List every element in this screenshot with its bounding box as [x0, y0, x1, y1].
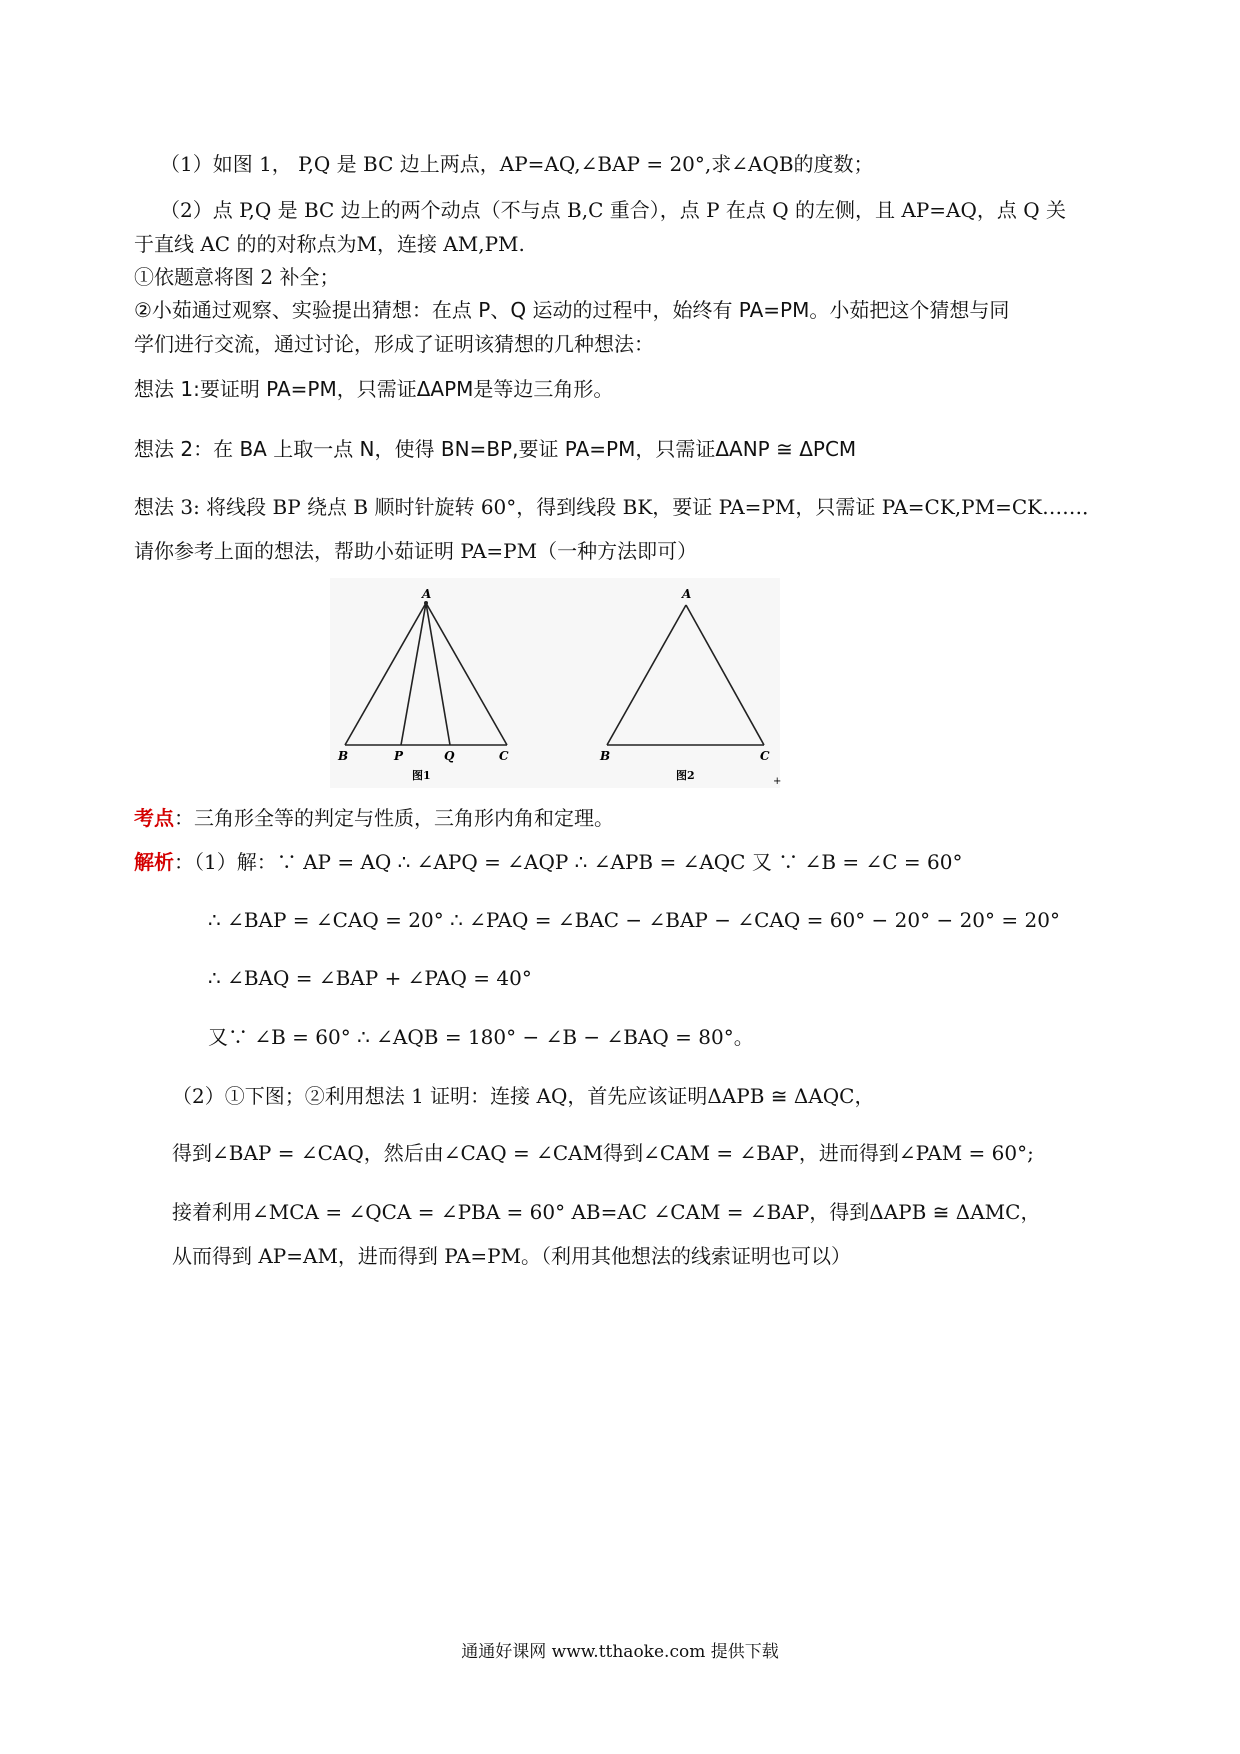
fig1-caption: 图1 [412, 769, 431, 782]
request-text: 请你参考上面的想法，帮助小茹证明 PA=PM（一种方法即可） [134, 539, 698, 563]
kaodian-label: 考点 [134, 806, 174, 830]
jiexi-text-1: ：（1）解：∵ AP = AQ ∴ ∠APQ = ∠AQP ∴ ∠APB = ∠AQC 又 ∵ ∠B = ∠C = 60° [174, 850, 963, 874]
jiexi-line-3: ∴ ∠BAQ = ∠BAP + ∠PAQ = 40° [208, 966, 532, 990]
jiexi-label: 解析 [134, 850, 174, 874]
sub-question-1: ①依题意将图 2 补全； [134, 265, 340, 289]
jiexi-line-1 [134, 848, 962, 876]
sub-question-2-line-2: 学们进行交流，通过讨论，形成了证明该猜想的几种想法： [134, 332, 654, 356]
jiexi-line-7: 接着利用∠MCA = ∠QCA = ∠PBA = 60° AB=AC ∠CAM = ∠BAP，得到ΔAPB ≅ ΔAMC， [172, 1200, 1041, 1224]
fig2-label-b: B [600, 749, 611, 763]
jiexi-line-5: （2）①下图；②利用想法 1 证明：连接 AQ，首先应该证明ΔAPB ≅ ΔAQC， [172, 1084, 875, 1108]
jiexi-line-8: 从而得到 AP=AM，进而得到 PA=PM。（利用其他想法的线索证明也可以） [172, 1244, 852, 1268]
fig1-label-p: P [394, 749, 404, 763]
idea-3: 想法 3: 将线段 BP 绕点 B 顺时针旋转 60°，得到线段 BK，要证 PA=PM，只需证 PA=CK,PM=CK……． [134, 495, 1103, 519]
kaodian-text: ：三角形全等的判定与性质，三角形内角和定理。 [174, 806, 614, 830]
fig1-label-c: C [499, 749, 509, 763]
sub-question-2-line-1: ②小茹通过观察、实验提出猜想：在点 P、Q 运动的过程中，始终有 PA=PM。小茹把这个猜想与同 [134, 298, 1010, 322]
idea-1: 想法 1:要证明 PA=PM，只需证ΔAPM是等边三角形。 [134, 377, 614, 401]
fig1-label-a: A [422, 587, 432, 601]
question-1: （1）如图 1， P,Q 是 BC 边上两点，AP=AQ,∠BAP = 20°,求∠AQB的度数； [160, 152, 874, 176]
figures-panel [330, 578, 780, 788]
jiexi-line-4: 又∵ ∠B = 60° ∴ ∠AQB = 180° − ∠B − ∠BAQ = 80°。 [208, 1025, 754, 1049]
jiexi-line-2: ∴ ∠BAP = ∠CAQ = 20° ∴ ∠PAQ = ∠BAC − ∠BAP − ∠CAQ = 60° − 20° − 20° = 20° [208, 908, 1060, 932]
fig1-label-q: Q [444, 749, 455, 763]
jiexi-line-6: 得到∠BAP = ∠CAQ，然后由∠CAQ = ∠CAM得到∠CAM = ∠BAP，进而得到∠PAM = 60°; [172, 1141, 1034, 1165]
page-footer: 通通好课网 www.tthaoke.com 提供下载 [461, 1642, 779, 1662]
question-2-line-1: （2）点 P,Q 是 BC 边上的两个动点（不与点 B,C 重合），点 P 在点 Q 的左侧，且 AP=AQ，点 Q 关 [160, 198, 1067, 222]
kaodian-section [134, 804, 614, 832]
question-2-line-2: 于直线 AC 的的对称点为M，连接 AM,PM. [134, 232, 525, 256]
fig1-vertex-dot [424, 601, 428, 605]
idea-2: 想法 2：在 BA 上取一点 N，使得 BN=BP,要证 PA=PM，只需证ΔANP ≅ ΔPCM [134, 437, 857, 461]
fig1-label-b: B [338, 749, 349, 763]
fig2-label-c: C [760, 749, 770, 763]
fig2-caption: 图2 [676, 769, 695, 782]
fig2-label-a: A [682, 587, 692, 601]
figure-mark: + [773, 776, 782, 787]
